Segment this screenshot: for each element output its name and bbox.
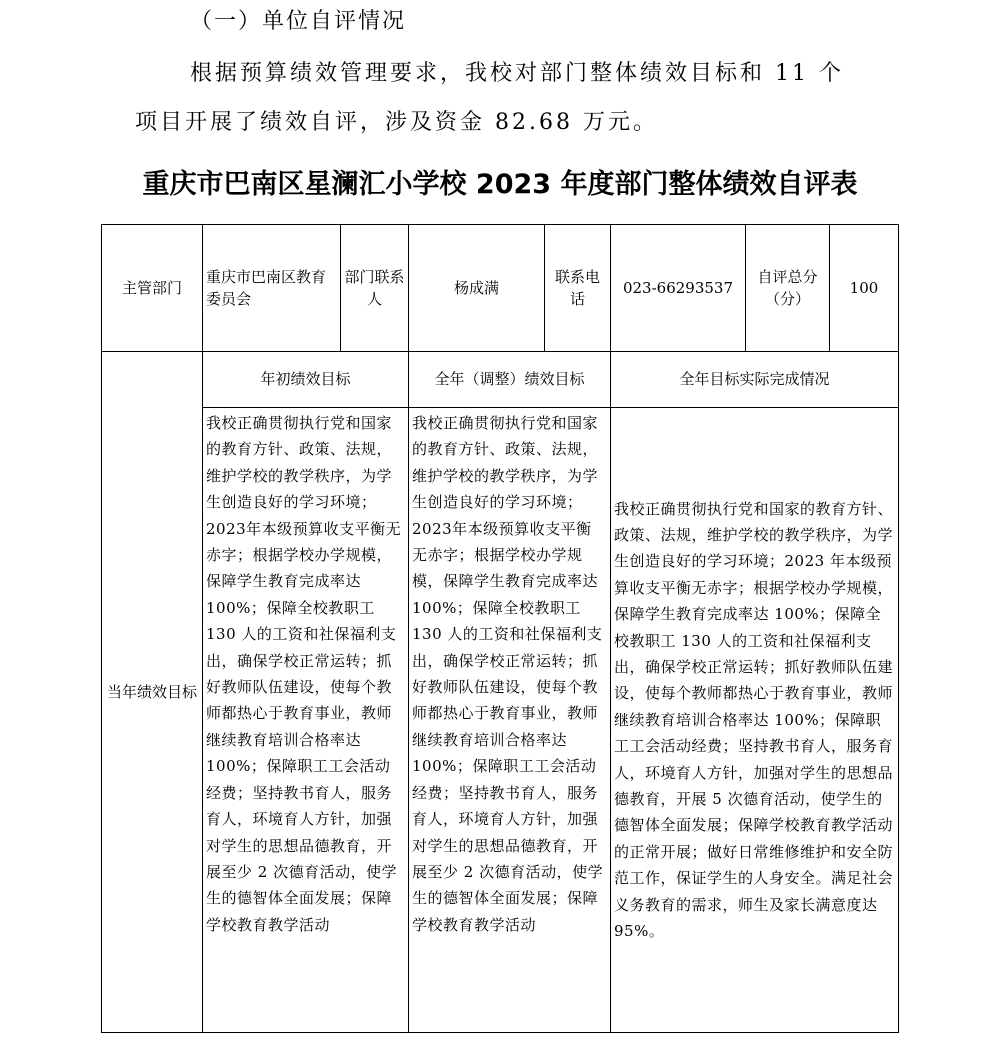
dept-label: 主管部门 bbox=[102, 225, 203, 352]
initial-goal-text bbox=[203, 408, 409, 1033]
col-actual-completion-header: 全年目标实际完成情况 bbox=[611, 352, 899, 408]
table-row bbox=[102, 352, 899, 408]
adjusted-goal-content: 我校正确贯彻执行党和国家的教育方针、政策、法规，维护学校的教学秩序，为学生创造良好的学习环境；2023年本级预算收支平衡无赤字；根据学校办学规模，保障学生教育完成率达 100%；保障全校教职工 130 人的工资和社保福利支出，确保学校正常运转；抓好教师队伍建设，使每个教师都热心于教育事业，教师继续教育培训合格率达 100%；保障职工工会活动经费；坚持教书育人，服务育人，环境育人方针，加强对学生的思想品德教育，开展至少 2 次德育活动，使学生的德智体全面发展；保障学校教育教学活动 bbox=[412, 414, 604, 934]
col-initial-goal-header: 年初绩效目标 bbox=[203, 352, 409, 408]
initial-goal-content: 我校正确贯彻执行党和国家的教育方针、政策、法规，维护学校的教学秩序，为学生创造良好的学习环境；2023年本级预算收支平衡无赤字；根据学校办学规模，保障学生教育完成率达 100%；保障全校教职工 130 人的工资和社保福利支出，确保学校正常运转；抓好教师队伍建设，使每个教师都热心于教育事业，教师继续教育培训合格率达 100%；保障职工工会活动经费；坚持教书育人，服务育人，环境育人方针，加强对学生的思想品德教育，开展至少 2 次德育活动，使学生的德智体全面发展；保障学校教育教学活动 bbox=[206, 414, 402, 934]
contact-value: 杨成满 bbox=[409, 225, 545, 352]
contact-label: 部门联系人 bbox=[341, 225, 409, 352]
phone-label: 联系电话 bbox=[545, 225, 611, 352]
intro-paragraph-line-2: 项目开展了绩效自评，涉及资金 82.68 万元。 bbox=[135, 110, 658, 135]
score-value: 100 bbox=[830, 225, 899, 352]
actual-completion-text bbox=[611, 408, 899, 1033]
adjusted-goal-text bbox=[409, 408, 611, 1033]
goals-row-label: 当年绩效目标 bbox=[102, 352, 203, 1033]
intro-paragraph-line-1: 根据预算绩效管理要求，我校对部门整体绩效目标和 11 个 bbox=[190, 61, 844, 86]
score-label: 自评总分（分） bbox=[746, 225, 830, 352]
section-heading: （一）单位自评情况 bbox=[190, 9, 407, 34]
phone-value: 023-66293537 bbox=[611, 225, 746, 352]
actual-completion-content: 我校正确贯彻执行党和国家的教育方针、政策、法规，维护学校的教学秩序，为学生创造良好的学习环境；2023 年本级预算收支平衡无赤字；根据学校办学规模，保障学生教育完成率达 100%；保障全校教职工 130 人的工资和社保福利支出，确保学校正常运转；抓好教师队伍建设，使每个教师都热心于教育事业，教师继续教育培训合格率达 100%；保障职工工会活动经费；坚持教书育人，服务育人，环境育人方针，加强对学生的思想品德教育，开展 5 次德育活动，使学生的德智体全面发展；保障学校教育教学活动的正常开展；做好日常维修维护和安全防范工作，保证学生的人身安全。满足社会义务教育的需求，师生及家长满意度达 95%。 bbox=[614, 499, 894, 941]
dept-value: 重庆市巴南区教育委员会 bbox=[203, 225, 341, 352]
table-row bbox=[102, 225, 899, 352]
self-evaluation-table bbox=[101, 224, 899, 1033]
table-row bbox=[102, 408, 899, 1033]
table-title: 重庆市巴南区星澜汇小学校 2023 年度部门整体绩效自评表 bbox=[142, 169, 858, 200]
col-adjusted-goal-header: 全年（调整）绩效目标 bbox=[409, 352, 611, 408]
